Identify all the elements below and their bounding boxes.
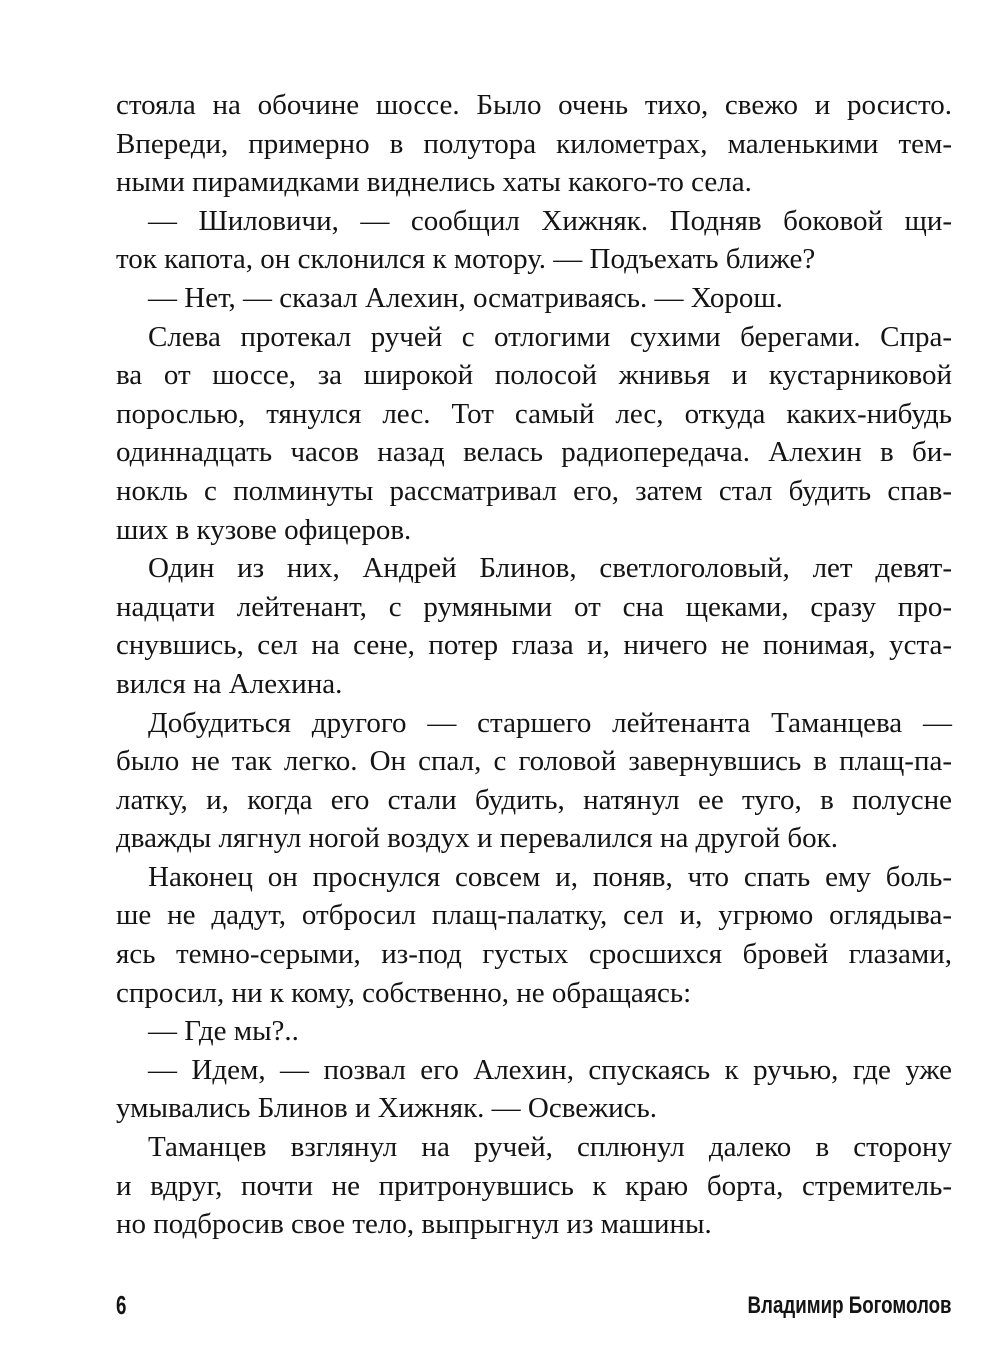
text-line: ток капота, он склонился к мотору. — Подъехать ближе?	[116, 243, 816, 276]
text-line: стояла на обочине шоссе. Было очень тихо, свежо и росисто.	[116, 89, 952, 121]
text-line: — Нет, — сказал Алехин, осматриваясь. — Хорош.	[148, 281, 783, 314]
text-line: ва от шоссе, за широкой полосой жнивья и кустарниковой	[116, 359, 952, 392]
text-line: Добудиться другого — старшего лейтенанта Таманцева —	[148, 706, 952, 739]
text-line: надцати лейтенант, с румяными от сна щеками, сразу про-	[116, 590, 952, 623]
text-line: умывались Блинов и Хижняк. — Освежись.	[116, 1092, 658, 1125]
text-line: ными пирамидками виднелись хаты какого-то села.	[116, 166, 752, 199]
text-line: порослью, тянулся лес. Тот самый лес, откуда каких-нибудь	[116, 397, 952, 430]
text-line: дважды лягнул ногой воздух и перевалился на другой бок.	[116, 822, 838, 855]
text-line: ших в кузове офицеров.	[116, 513, 412, 546]
text-line: снувшись, сел на сене, потер глаза и, ничего не понимая, уста-	[116, 629, 952, 662]
text-line: — Где мы?..	[148, 1015, 299, 1048]
text-line: вился на Алехина.	[116, 667, 343, 700]
text-line: Впереди, примерно в полутора километрах, маленькими тем-	[116, 127, 952, 160]
text-line: было не так легко. Он спал, с головой завернувшись в плащ-па-	[116, 745, 952, 778]
text-line: Таманцев взглянул на ручей, сплюнул далеко в сторону	[148, 1131, 952, 1164]
text-line: ше не дадут, отбросил плащ-палатку, сел и, угрюмо оглядыва-	[116, 899, 952, 932]
text-line: латку, и, когда его стали будить, натянул ее туго, в полусне	[116, 783, 952, 816]
text-line: но подбросив свое тело, выпрыгнул из машины.	[116, 1208, 712, 1241]
page-footer	[116, 1290, 952, 1330]
text-line: — Шиловичи, — сообщил Хижняк. Подняв боковой щи-	[148, 204, 952, 237]
text-line: спросил, ни к кому, собственно, не обращаясь:	[116, 976, 692, 1009]
text-line: нокль с полминуты рассматривал его, затем стал будить спав-	[116, 474, 952, 507]
text-line: — Идем, — позвал его Алехин, спускаясь к ручью, где уже	[148, 1053, 952, 1086]
text-line: Слева протекал ручей с отлогими сухими берегами. Спра-	[148, 320, 952, 353]
page-number: 6	[116, 1290, 127, 1320]
running-author: Владимир Богомолов	[748, 1292, 952, 1319]
text-line: Наконец он проснулся совсем и, поняв, что спать ему боль-	[148, 860, 952, 893]
body-text	[116, 86, 952, 1244]
text-line: и вдруг, почти не притронувшись к краю борта, стремитель-	[116, 1169, 952, 1202]
text-line: Один из них, Андрей Блинов, светлоголовый, лет девят-	[148, 552, 952, 585]
text-line: ясь темно-серыми, из-под густых сросшихся бровей глазами,	[116, 938, 952, 971]
text-line: одиннадцать часов назад велась радиопередача. Алехин в би-	[116, 436, 952, 469]
